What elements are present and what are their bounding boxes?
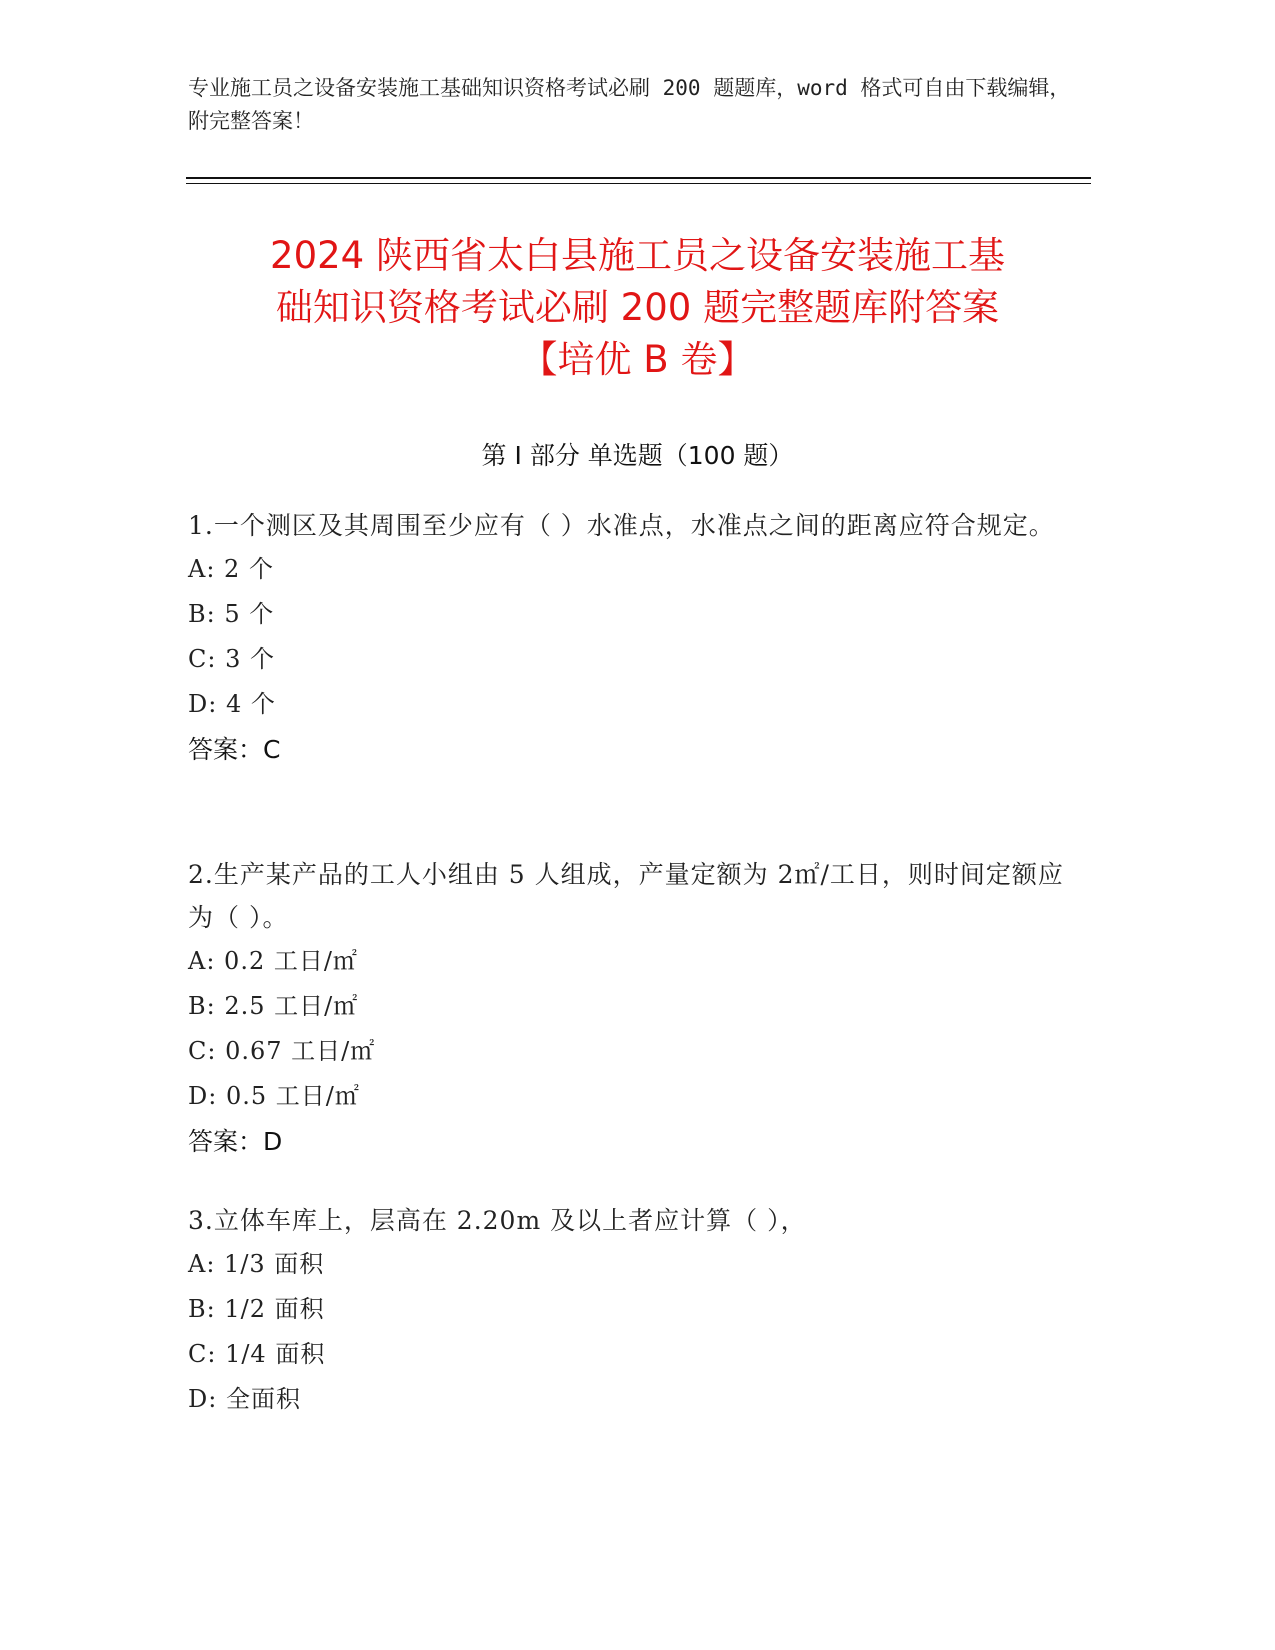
answer: 答案：C (188, 735, 281, 764)
answer: 答案：D (188, 1127, 283, 1156)
title-line-3: 【培优 B 卷】 (520, 338, 755, 381)
option-d: D: 4 个 (188, 690, 276, 718)
option-c: C: 0.67 工日/㎡ (188, 1037, 376, 1065)
option-d: D: 0.5 工日/㎡ (188, 1082, 360, 1110)
question-text: 2.生产某产品的工人小组由 5 人组成，产量定额为 2㎡/工日，则时间定额应为（ ）。 (188, 860, 1064, 932)
option-c: C: 3 个 (188, 645, 275, 673)
question-text: 1.一个测区及其周围至少应有（ ）水准点，水准点之间的距离应符合规定。 (188, 511, 1055, 540)
title-line-2: 础知识资格考试必刷 200 题完整题库附答案 (275, 286, 1000, 329)
question-2 (188, 853, 1088, 1164)
option-b: B: 2.5 工日/㎡ (188, 992, 359, 1020)
header-note: 专业施工员之设备安装施工基础知识资格考试必刷 200 题题库，word 格式可自由下载编辑，附完整答案！ (188, 76, 1071, 133)
option-c: C: 1/4 面积 (188, 1340, 326, 1368)
title-line-1: 2024 陕西省太白县施工员之设备安装施工基 (270, 234, 1005, 277)
option-a: A: 1/3 面积 (188, 1250, 325, 1278)
option-d: D: 全面积 (188, 1385, 301, 1413)
question-text: 3.立体车库上，层高在 2.20m 及以上者应计算（ ）， (188, 1206, 807, 1235)
option-b: B: 1/2 面积 (188, 1295, 325, 1323)
option-a: A: 2 个 (188, 555, 274, 583)
option-b: B: 5 个 (188, 600, 275, 628)
question-3 (188, 1199, 1088, 1422)
question-1 (188, 504, 1088, 772)
header-rule-thick (186, 177, 1091, 179)
option-a: A: 0.2 工日/㎡ (188, 947, 358, 975)
header-rule-thin (186, 183, 1091, 184)
document-title (150, 230, 1125, 386)
section-heading: 第 I 部分 单选题（100 题） (481, 441, 794, 470)
